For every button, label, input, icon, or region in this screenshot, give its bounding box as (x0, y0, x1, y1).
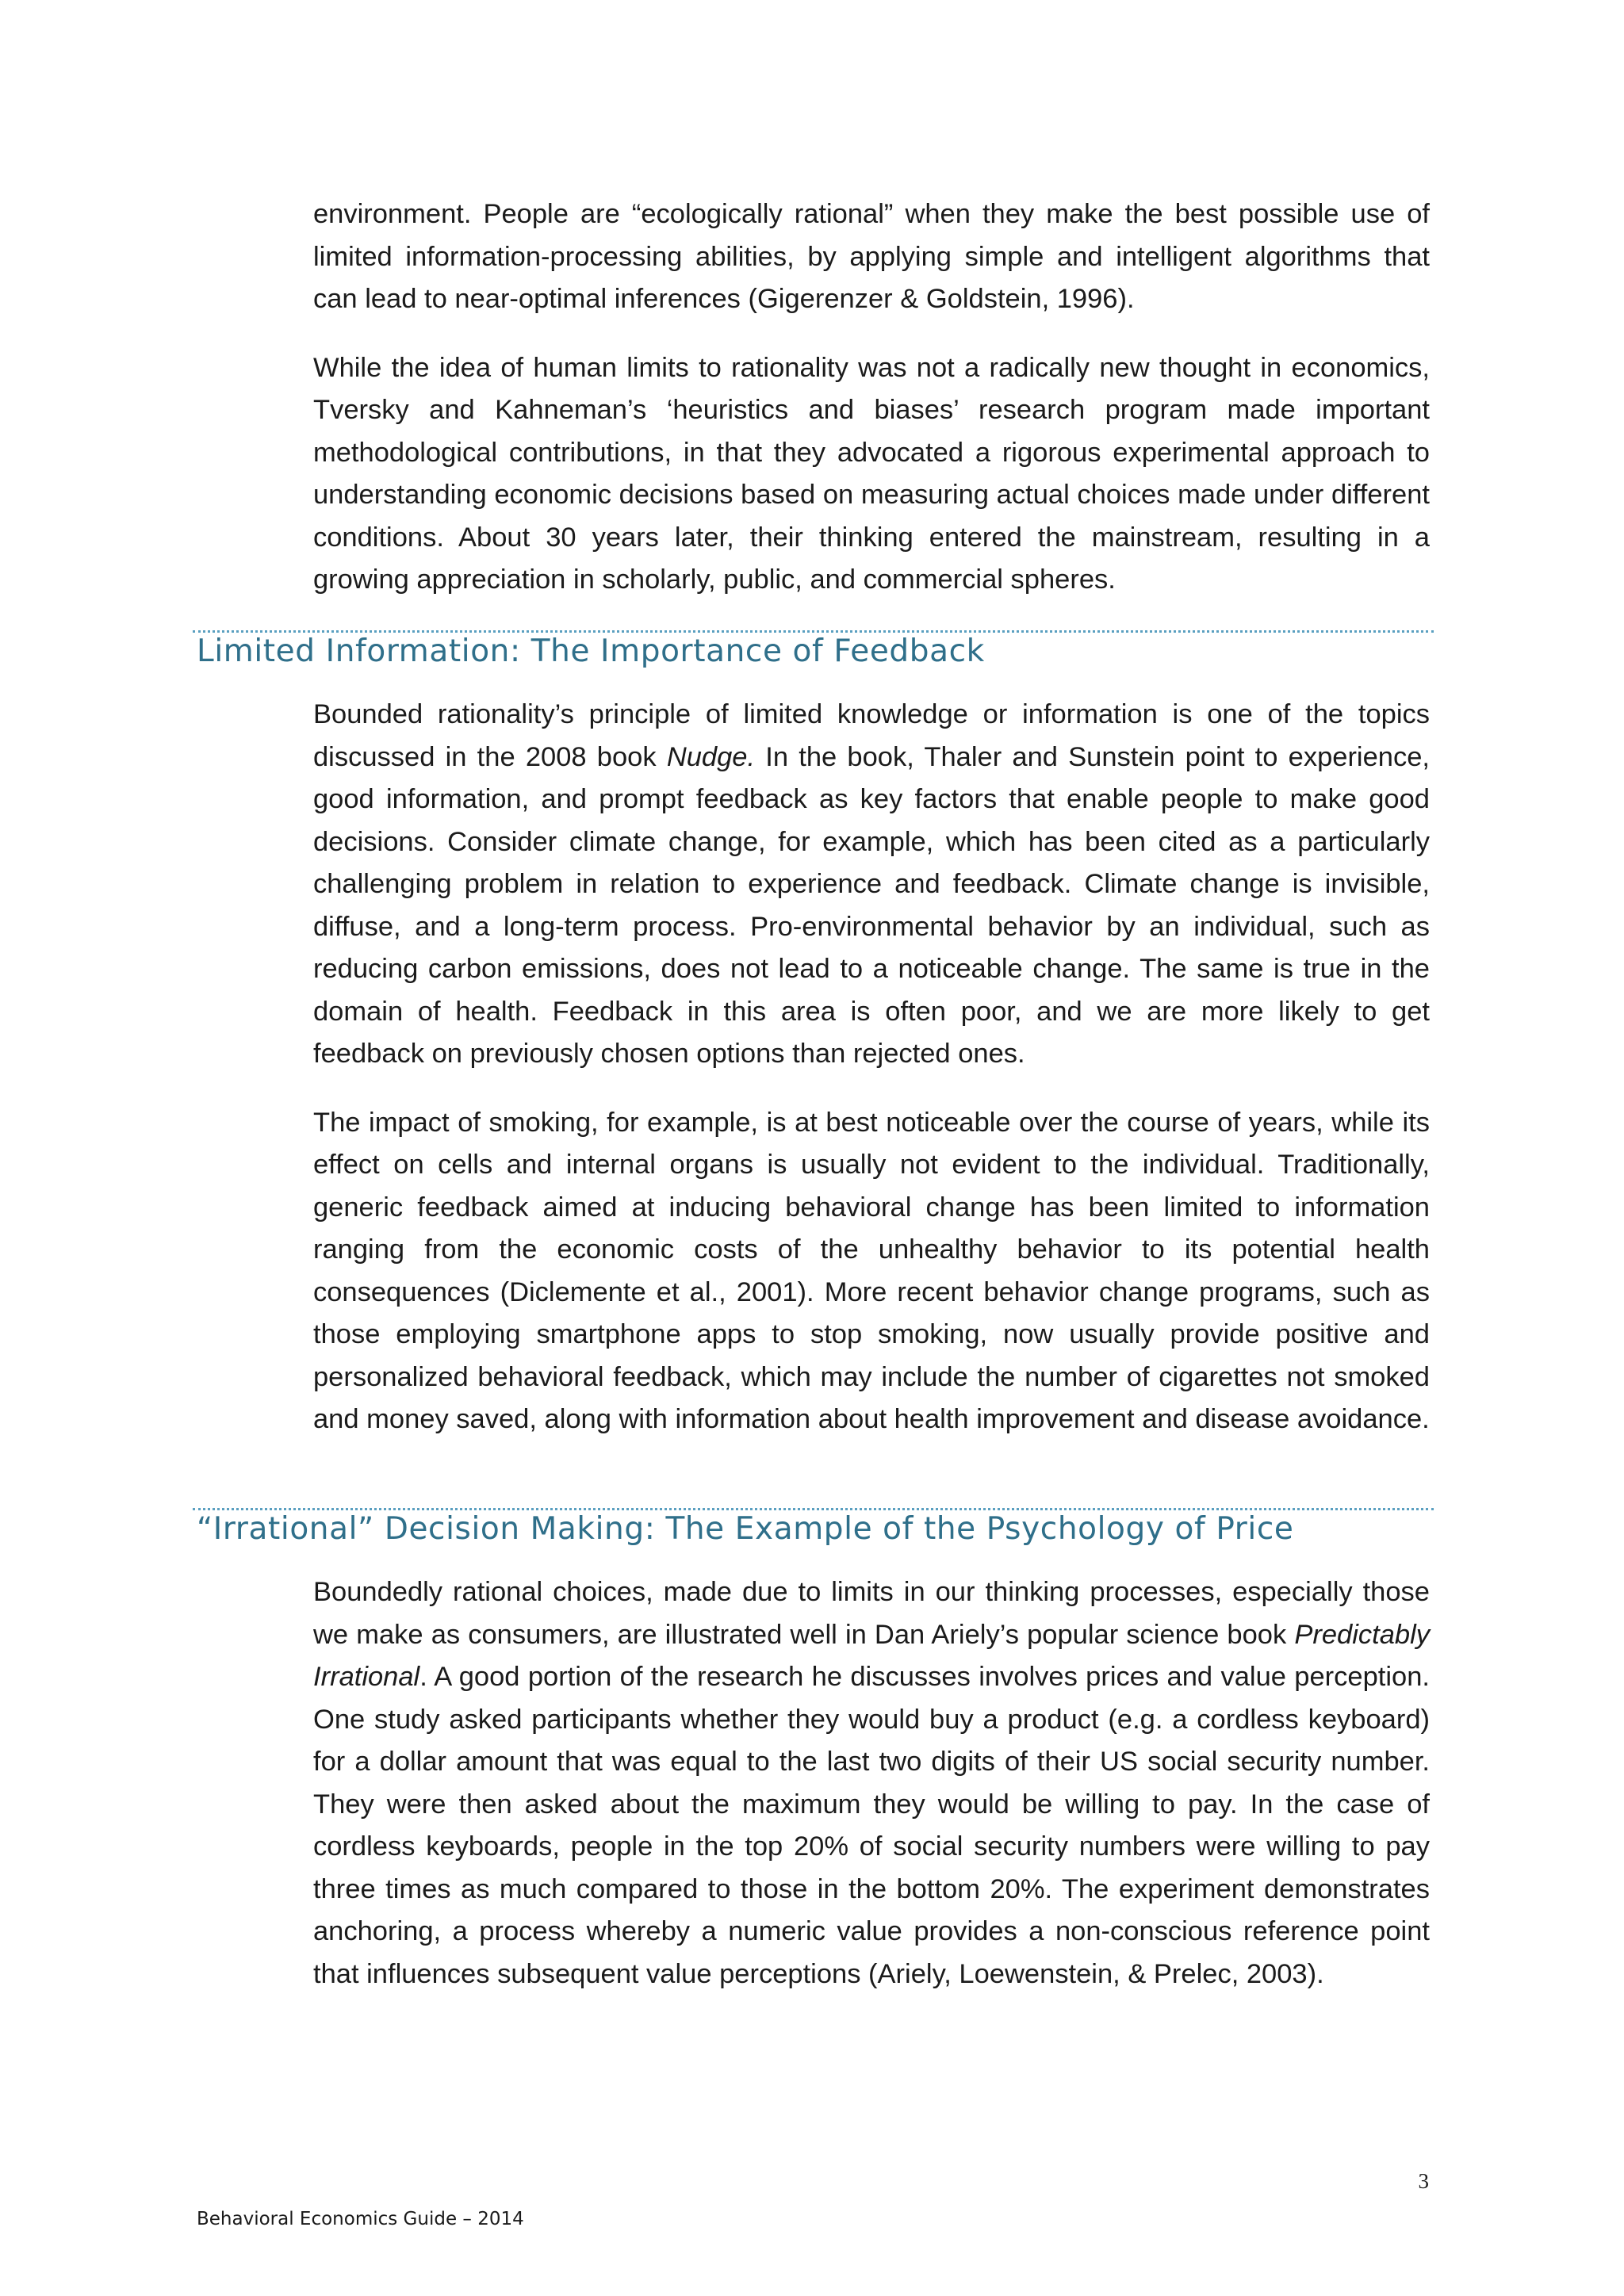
paragraph-text-span: Bounded rationality’s principle of limited knowledge or information is one of the topics discussed in the 2008 book (313, 699, 1430, 772)
page-number: 3 (1418, 2169, 1429, 2193)
section-heading-limited-information: Limited Information: The Importance of Feedback (197, 633, 985, 669)
book-title-predictably-irrational: Predictably Irrational (313, 1619, 1430, 1692)
paragraph-smoking-impact: The impact of smoking, for example, is at best noticeable over the course of years, while its effect on cells and internal organs is usually not evident to the individual. Traditionally, generic feedback aimed at inducing behavioral change has been limited to information ranging from the economic costs of the unhealthy behavior to its potential health consequences (Diclemente et al., 2001). More recent behavior change programs, such as those employing smartphone apps to stop smoking, now usually provide positive and personalized behavioral feedback, which may include the number of cigarettes not smoked and money saved, along with information about health improvement and disease avoidance. (313, 1107, 1430, 1434)
paragraph-text-span: In the book, Thaler and Sunstein point to experience, good information, and prompt feedback as key factors that enable people to make good decisions. Consider climate change, for example, which has been cited as a particularly challenging problem in relation to experience and feedback. Climate change is invisible, diffuse, and a long-term process. Pro-environmental behavior by an individual, such as reducing carbon emissions, does not lead to a noticeable change. The same is true in the domain of health. Feedback in this area is often poor, and we are more likely to get feedback on previously chosen options than rejected ones. (313, 741, 1430, 1069)
intro-text-block (313, 193, 1430, 602)
section1-text-block (313, 694, 1430, 1441)
paragraph-psychology-of-price (313, 1571, 1430, 1996)
section2-text-block (313, 1571, 1430, 1996)
section-heading-irrational-decision-making: “Irrational” Decision Making: The Example of the Psychology of Price (197, 1511, 1294, 1547)
paragraph-text-span: . A good portion of the research he discusses involves prices and value perception. One study asked participants whether they would buy a product (e.g. a cordless keyboard) for a dollar amount that was equal to the last two digits of their US social security number. They were then asked about the maximum they would be willing to pay. In the case of cordless keyboards, people in the top 20% of social security numbers were willing to pay three times as much compared to those in the bottom 20%. The experiment demonstrates anchoring, a process whereby a numeric value provides a non-conscious reference point that influences subsequent value perceptions (Ariely, Loewenstein, & Prelec, 2003). (313, 1662, 1430, 1989)
paragraph-text-span: Boundedly rational choices, made due to limits in our thinking processes, especially those we make as consumers, are illustrated well in Dan Ariely’s popular science book (313, 1577, 1430, 1650)
section-divider-1 (193, 630, 1434, 633)
footer-title: Behavioral Economics Guide – 2014 (197, 2209, 524, 2229)
paragraph-ecological-rationality: environment. People are “ecologically rational” when they make the best possible use of limited information-processing abilities, by applying simple and intelligent algorithms that can lead to near-optimal inferences (Gigerenzer & Goldstein, 1996). (313, 199, 1430, 314)
paragraph-human-limits: While the idea of human limits to rationality was not a radically new thought in economics, Tversky and Kahneman’s ‘heuristics and biases’ research program made important methodological contributions, in that they advocated a rigorous experimental approach to understanding economic decisions based on measuring actual choices made under different conditions. About 30 years later, their thinking entered the mainstream, resulting in a growing appreciation in scholarly, public, and commercial spheres. (313, 352, 1430, 595)
book-title-nudge: Nudge. (666, 741, 756, 772)
paragraph-bounded-rationality (313, 694, 1430, 1076)
section-divider-2 (193, 1508, 1434, 1510)
